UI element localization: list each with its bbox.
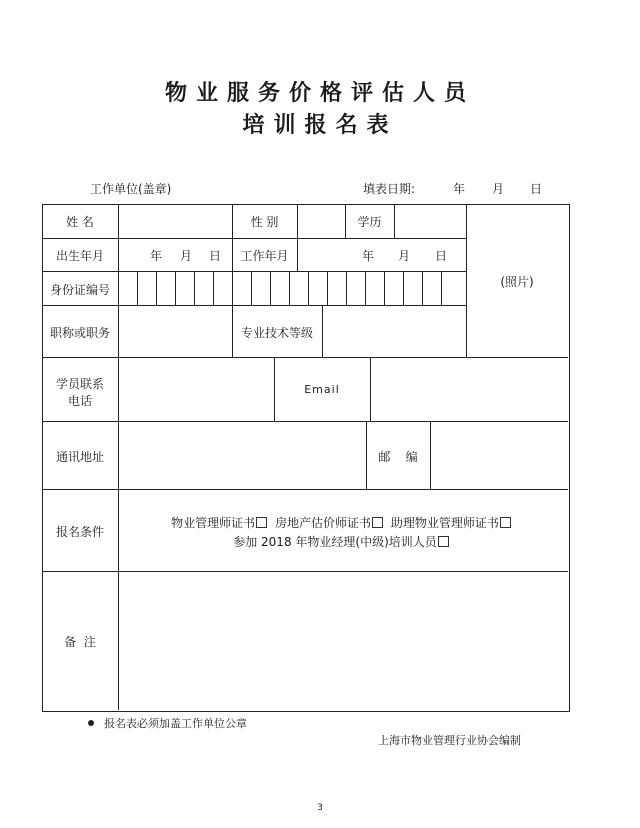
conditions-label: 报名条件 [55,525,104,539]
birth-day-unit: 日 [208,249,221,263]
gender-label: 性 别 [250,215,279,229]
bullet-icon [88,720,94,726]
condition-assistant-property-manager: 助理物业管理师证书 [390,516,499,530]
conditions-line1 [118,514,568,531]
fill-date-month: 月 [492,182,505,196]
checkbox-property-manager[interactable] [256,517,267,528]
form-title-line2: 培训报名表 [242,113,398,138]
row-line [42,489,568,490]
tech-level-field[interactable] [323,306,465,356]
remarks-label: 备 注 [64,635,96,649]
tech-level-label: 专业技术等级 [240,326,313,340]
page-number: 3 [317,803,323,813]
photo-label: (照片) [500,275,534,289]
fill-date-label: 填表日期: [363,182,416,196]
postcode-label: 邮 编 [378,450,418,464]
remarks-field[interactable] [119,572,567,709]
address-label: 通讯地址 [55,450,104,464]
checkbox-real-estate-appraiser[interactable] [372,517,383,528]
work-start-label: 工作年月 [240,249,289,263]
fill-date-year: 年 [453,182,466,196]
condition-property-manager: 物业管理师证书 [171,516,256,530]
work-month-unit: 月 [397,249,410,263]
address-field[interactable] [119,422,365,488]
conditions-line2 [118,533,568,550]
footer-note [88,715,247,731]
title-position-label: 职称或职务 [49,326,110,340]
name-field[interactable] [119,205,231,237]
issuer-text: 上海市物业管理行业协会编制 [378,734,521,747]
work-day-unit: 日 [434,249,447,263]
phone-field[interactable] [119,358,273,420]
checkbox-manager-training[interactable] [438,536,449,547]
condition-manager-training: 参加 2018 年物业经理(中级)培训人员 [233,535,437,549]
postcode-field[interactable] [431,422,567,488]
work-year-unit: 年 [361,249,374,263]
education-field[interactable] [395,205,465,237]
row-line [42,238,466,239]
birth-year-unit: 年 [149,249,162,263]
gender-field[interactable] [298,205,344,237]
column-line [297,238,298,271]
birth-month-unit: 月 [179,249,192,263]
fill-date-day: 日 [530,182,543,196]
phone-label-line1: 学员联系 [55,377,104,391]
email-label: Email [304,383,340,396]
title-position-field[interactable] [119,306,231,356]
education-label: 学历 [357,215,382,229]
name-label: 姓 名 [66,215,94,229]
work-unit-label: 工作单位(盖章) [90,182,172,196]
footer-note-text: 报名表必须加盖工作单位公章 [104,717,247,730]
birth-date-label: 出生年月 [55,249,104,263]
form-title-line1: 物业服务价格评估人员 [164,81,475,106]
checkbox-assistant-property-manager[interactable] [500,517,511,528]
condition-real-estate-appraiser: 房地产估价师证书 [274,516,371,530]
phone-label-line2: 电话 [67,394,92,408]
id-number-label: 身份证编号 [49,283,110,297]
email-field[interactable] [371,358,567,420]
id-number-field[interactable] [119,272,465,304]
